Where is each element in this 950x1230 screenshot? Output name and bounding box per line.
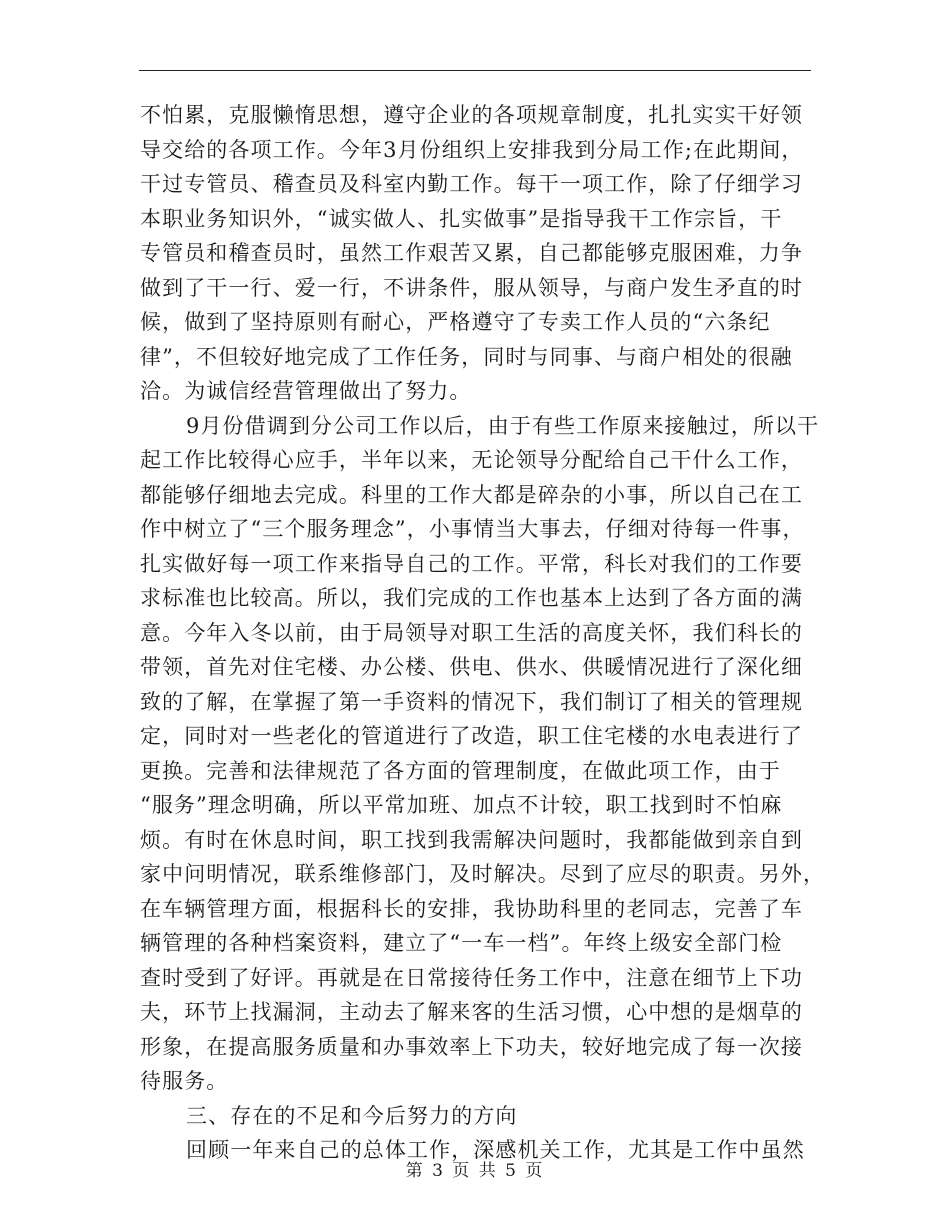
text-line: 定，同时对一些老化的管道进行了改造，职工住宅楼的水电表进行了 [140, 724, 803, 748]
text-line: 扎实做好每一项工作来指导自己的工作。平常，科长对我们的工作要 [140, 551, 803, 576]
text-line: 查时受到了好评。再就是在日常接待任务工作中，注意在细节上下功 [140, 965, 803, 990]
text-line: 导交给的各项工作。今年3月份组织上安排我到分局工作;在此期间， [140, 137, 804, 162]
page-footer: 第 3 页 共 5 页 [405, 1161, 545, 1181]
text-line: 意。今年入冬以前，由于局领导对职工生活的高度关怀，我们科长的 [140, 620, 803, 645]
text-line: 待服务。 [140, 1069, 229, 1093]
text-line: 形象，在提高服务质量和办事效率上下功夫，较好地完成了每一次接 [140, 1034, 803, 1059]
text-line: 带领，首先对住宅楼、办公楼、供电、供水、供暖情况进行了深化细 [140, 655, 803, 679]
text-line: 律”，不但较好地完成了工作任务，同时与同事、与商户相处的很融 [140, 344, 793, 369]
text-line: 回顾一年来自己的总体工作，深感机关工作，尤其是工作中虽然 [186, 1138, 805, 1162]
text-line: “服务”理念明确，所以平常加班、加点不计较，职工找到时不怕麻 [140, 793, 783, 817]
text-line: 在车辆管理方面，根据科长的安排，我协助科里的老同志，完善了车 [140, 896, 803, 921]
text-line: 起工作比较得心应手，半年以来，无论领导分配给自己干什么工作， [140, 448, 803, 472]
header-rule [139, 70, 811, 71]
text-line: 专管员和稽查员时，虽然工作艰苦又累，自己都能够克服困难，力争 [140, 241, 803, 265]
text-line: 家中问明情况，联系维修部门，及时解决。尽到了应尽的职责。另外， [140, 862, 826, 886]
text-line: 干过专管员、稽查员及科室内勤工作。每干一项工作，除了仔细学习 [140, 172, 803, 196]
text-line: 都能够仔细地去完成。科里的工作大都是碎杂的小事，所以自己在工 [140, 482, 803, 507]
text-line: 夫，环节上找漏洞，主动去了解来客的生活习惯，心中想的是烟草的 [140, 1000, 803, 1024]
text-line: 三、存在的不足和今后努力的方向 [186, 1103, 518, 1128]
text-line: 不怕累，克服懒惰思想，遵守企业的各项规章制度，扎扎实实干好领 [140, 103, 803, 127]
text-line: 辆管理的各种档案资料，建立了“一车一档”。年终上级安全部门检 [140, 931, 783, 955]
text-line: 烦。有时在休息时间，职工找到我需解决问题时，我都能做到亲自到 [140, 827, 803, 852]
text-line: 候，做到了坚持原则有耐心，严格遵守了专卖工作人员的“六条纪 [140, 310, 771, 334]
text-line: 洽。为诚信经营管理做出了努力。 [140, 379, 472, 403]
text-line: 9月份借调到分公司工作以后，由于有些工作原来接触过，所以干 [186, 413, 820, 438]
text-line: 求标准也比较高。所以，我们完成的工作也基本上达到了各方面的满 [140, 586, 803, 610]
text-line: 做到了干一行、爱一行，不讲条件，服从领导，与商户发生矛直的时 [140, 275, 803, 300]
text-line: 作中树立了“三个服务理念”，小事情当大事去，仔细对待每一件事， [140, 517, 805, 541]
document-body [140, 98, 826, 1168]
text-line: 本职业务知识外，“诚实做人、扎实做事”是指导我干工作宗旨，干 [140, 206, 783, 231]
text-line: 致的了解，在掌握了第一手资料的情况下，我们制订了相关的管理规 [140, 689, 803, 714]
text-line: 更换。完善和法律规范了各方面的管理制度，在做此项工作，由于 [140, 758, 781, 783]
